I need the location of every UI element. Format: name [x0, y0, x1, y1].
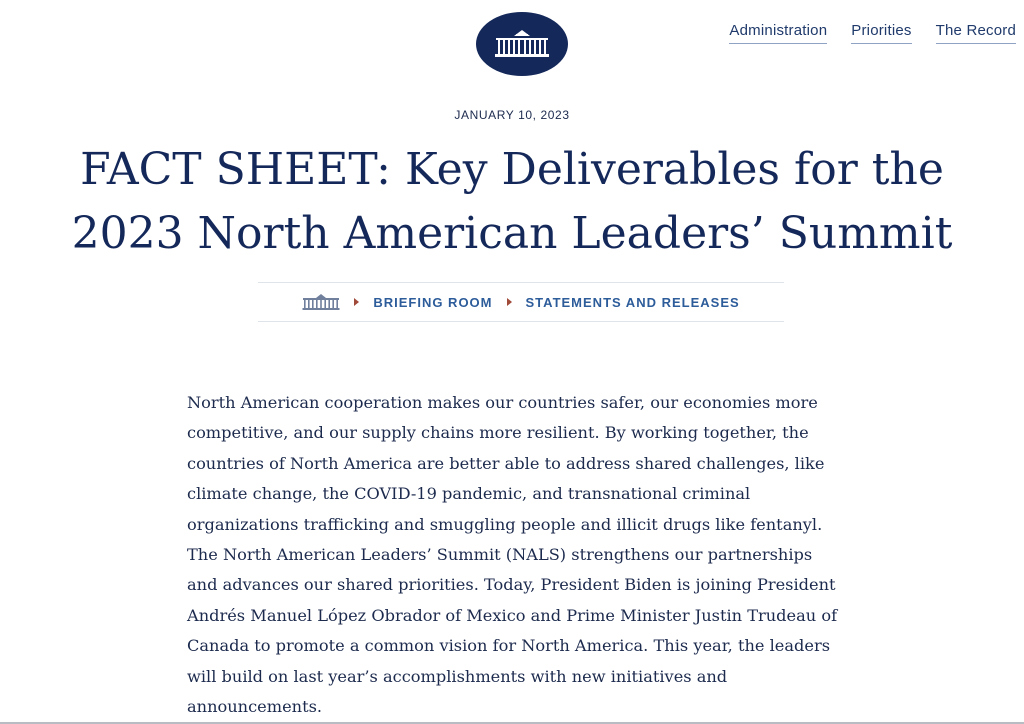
white-house-icon: [302, 293, 340, 311]
main-nav: [729, 22, 1016, 44]
breadcrumb-briefing-room[interactable]: BRIEFING ROOM: [373, 294, 493, 310]
white-house-logo[interactable]: [476, 12, 568, 76]
article-date: JANUARY 10, 2023: [454, 108, 570, 122]
nav-priorities[interactable]: Priorities: [851, 22, 911, 44]
nav-administration[interactable]: Administration: [729, 22, 827, 44]
caret-right-icon: [354, 298, 359, 306]
title-line-1: FACT SHEET: Key Deliverables for the: [80, 144, 944, 195]
breadcrumb: [258, 282, 784, 322]
page-title: [40, 138, 984, 266]
white-house-seal-icon: [492, 26, 552, 62]
article-paragraph: North American cooperation makes our countries safer, our economies more competitive, and our supply chains more resilient. By working together, the countries of North America are better able to address shared challenges, like climate change, the COVID-19 pandemic, and transnational criminal organizations trafficking and smuggling people and illicit drugs like fentanyl. The North American Leaders’ Summit (NALS) strengthens our partnerships and advances our shared priorities. Today, President Biden is joining President Andrés Manuel López Obrador of Mexico and Prime Minister Justin Trudeau of Canada to promote a common vision for North America. This year, the leaders will build on last year’s accomplishments with new initiatives and announcements.: [187, 393, 838, 717]
title-line-2: 2023 North American Leaders’ Summit: [71, 208, 953, 259]
breadcrumb-statements-and-releases[interactable]: STATEMENTS AND RELEASES: [525, 294, 740, 310]
nav-the-record[interactable]: The Record: [936, 22, 1016, 44]
caret-right-icon: [507, 298, 512, 306]
breadcrumb-home[interactable]: [302, 293, 340, 311]
